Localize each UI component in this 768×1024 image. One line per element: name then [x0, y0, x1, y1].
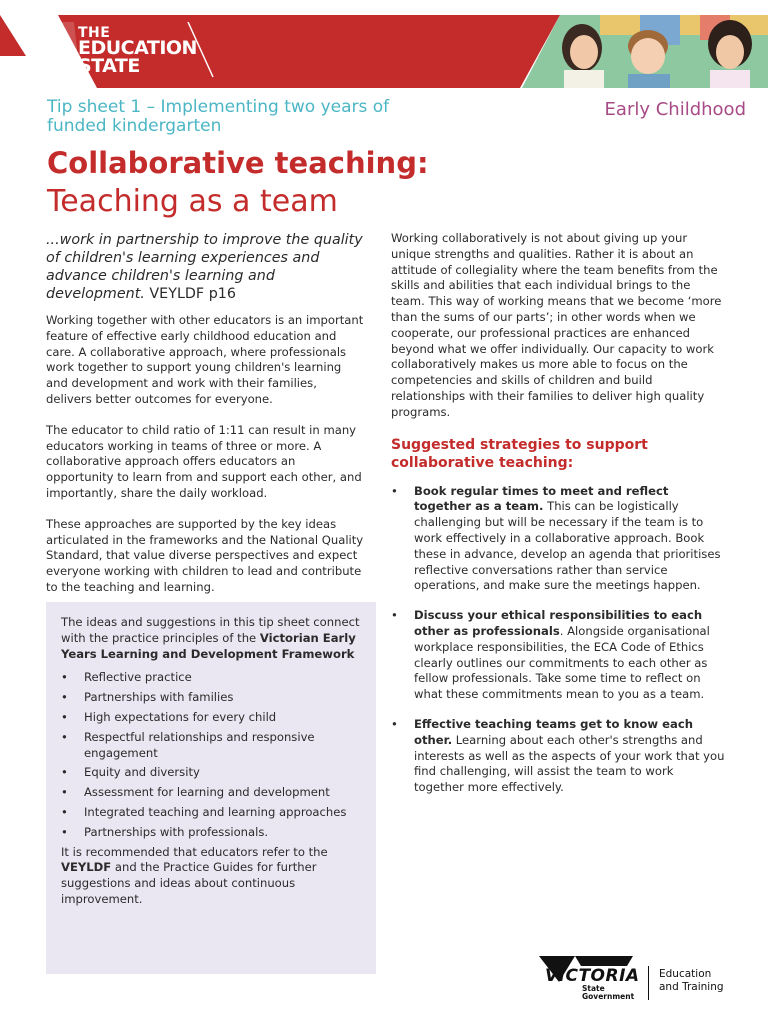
bullet-icon: •	[61, 824, 68, 839]
department-line-2: and Training	[659, 981, 724, 993]
victoria-government-logo	[537, 952, 737, 1007]
bullet-icon: •	[61, 804, 68, 819]
bullet-icon: •	[391, 608, 398, 623]
paragraph: Working together with other educators is an important feature of effective early childhood education and care. A collaborative approach, where professionals work together to support young children's learning and development and work with their families, delivers better outcomes for everyone.	[46, 313, 364, 406]
list-item	[61, 690, 361, 706]
list-item	[391, 608, 726, 703]
outro-text-2: and the Practice Guides for further suggestions and ideas about continuous improvement.	[61, 860, 317, 906]
principle-text: Equity and diversity	[84, 765, 200, 780]
framework-name: Victorian Early Years Learning and Development Framework	[61, 630, 356, 661]
strategy-text: . Alongside organisational workplace responsibilities, the ECA Code of Ethics clearly outlines our commitments to each other as fellow professionals. Take some time to reflect on what these commitments mean to you as a team.	[414, 623, 710, 702]
list-item	[61, 670, 361, 686]
logo-line-1: THE	[78, 25, 111, 41]
principle-text: Partnerships with families	[84, 690, 234, 705]
list-item	[61, 825, 361, 841]
quote-reference: VEYLDF p16	[149, 286, 236, 302]
outro-text-1: It is recommended that educators refer to the	[61, 844, 328, 859]
bullet-icon: •	[391, 483, 398, 498]
principles-list	[61, 670, 361, 840]
logo-line-2: EDUCATION	[78, 37, 197, 59]
strategies-heading: Suggested strategies to support collaborative teaching:	[391, 436, 648, 471]
list-item	[391, 484, 726, 595]
victoria-wordmark: VICTORIA	[545, 966, 640, 986]
page-title: Collaborative teaching:	[47, 146, 429, 180]
principle-text: Partnerships with professionals.	[84, 824, 269, 839]
bullet-icon: •	[61, 670, 68, 685]
strategy-title: Effective teaching teams get to know each other.	[414, 716, 693, 747]
paragraph: These approaches are supported by the key ideas articulated in the frameworks and the National Quality Standard, that value diverse perspectives and expect everyone working with children to lead and contribute to the teaching and learning.	[46, 516, 364, 594]
tip-sheet-label: Tip sheet 1 – Implementing two years of funded kindergarten	[47, 97, 390, 136]
paragraph: The educator to child ratio of 1:11 can result in many educators working in teams of three or more. A collaborative approach offers educators an opportunity to learn from and support each other, and importantly, share the daily workload.	[46, 422, 362, 500]
strategy-text: This can be logistically challenging but will be necessary if the team is to work effectively in a collaborative approach. Book these in advance, develop an agenda that prioritises reflective conversations rather than service operations, and make sure the meetings happen.	[414, 499, 721, 593]
list-item	[61, 710, 361, 726]
bullet-icon: •	[391, 716, 398, 731]
practice-principles-box	[46, 602, 376, 974]
bullet-icon: •	[61, 765, 68, 780]
education-state-logo	[48, 22, 218, 82]
page-subtitle: Teaching as a team	[47, 184, 338, 219]
department-line-1: Education	[659, 968, 712, 980]
strategy-title: Discuss your ethical responsibilities to each other as professionals	[414, 608, 703, 638]
bullet-icon: •	[61, 785, 68, 800]
callout-intro	[61, 615, 361, 662]
category-label: Early Childhood	[604, 99, 746, 120]
principle-text: Reflective practice	[84, 670, 192, 685]
strategies-list	[391, 484, 726, 796]
intro-quote	[46, 231, 364, 303]
left-column	[46, 231, 364, 611]
callout-intro-text: The ideas and suggestions in this tip sheet connect with the practice principles of the	[61, 615, 360, 645]
bullet-icon: •	[61, 690, 68, 705]
list-item	[61, 730, 361, 762]
principle-text: Respectful relationships and responsive engagement	[84, 729, 315, 760]
government-label: Government	[582, 992, 635, 1001]
list-item	[391, 717, 726, 796]
quote-text: ...work in partnership to improve the quality of children's learning experiences and advance children's learning and development.	[46, 232, 363, 302]
principle-text: Integrated teaching and learning approaches	[84, 804, 347, 819]
principle-text: High expectations for every child	[84, 709, 277, 724]
bullet-icon: •	[61, 709, 68, 724]
principle-text: Assessment for learning and development	[84, 785, 330, 800]
bullet-icon: •	[61, 729, 68, 744]
logo-line-3: STATE	[78, 55, 140, 77]
list-item	[61, 785, 361, 801]
outro-veyldf: VEYLDF	[61, 860, 112, 875]
state-government-label	[582, 985, 634, 1001]
callout-outro	[61, 845, 361, 908]
children-photo	[522, 15, 768, 88]
logo-divider	[648, 966, 649, 1000]
strategy-title: Book regular times to meet and reflect together as a team.	[414, 483, 669, 514]
right-column	[391, 231, 726, 810]
department-label	[659, 968, 724, 994]
strategy-text: Learning about each other's strengths and interests as well as the aspects of your work that you find challenging, will assist the team to work together more effectively.	[414, 732, 725, 795]
state-label: State	[582, 984, 605, 993]
paragraph: Working collaboratively is not about giving up your unique strengths and qualities. Rather it is about an attitude of collegiality where the team benefits from the skills and abilities that each individual brings to the team. This way of working means that we become ‘more than the sums of our parts’; in other words when we cooperate, our professional practices are enhanced beyond what we offer individually. Our capacity to work collaboratively makes us more able to focus on the competencies and skills of children and build relationships with their families to deliver high quality programs.	[391, 231, 722, 419]
list-item	[61, 805, 361, 821]
list-item	[61, 765, 361, 781]
